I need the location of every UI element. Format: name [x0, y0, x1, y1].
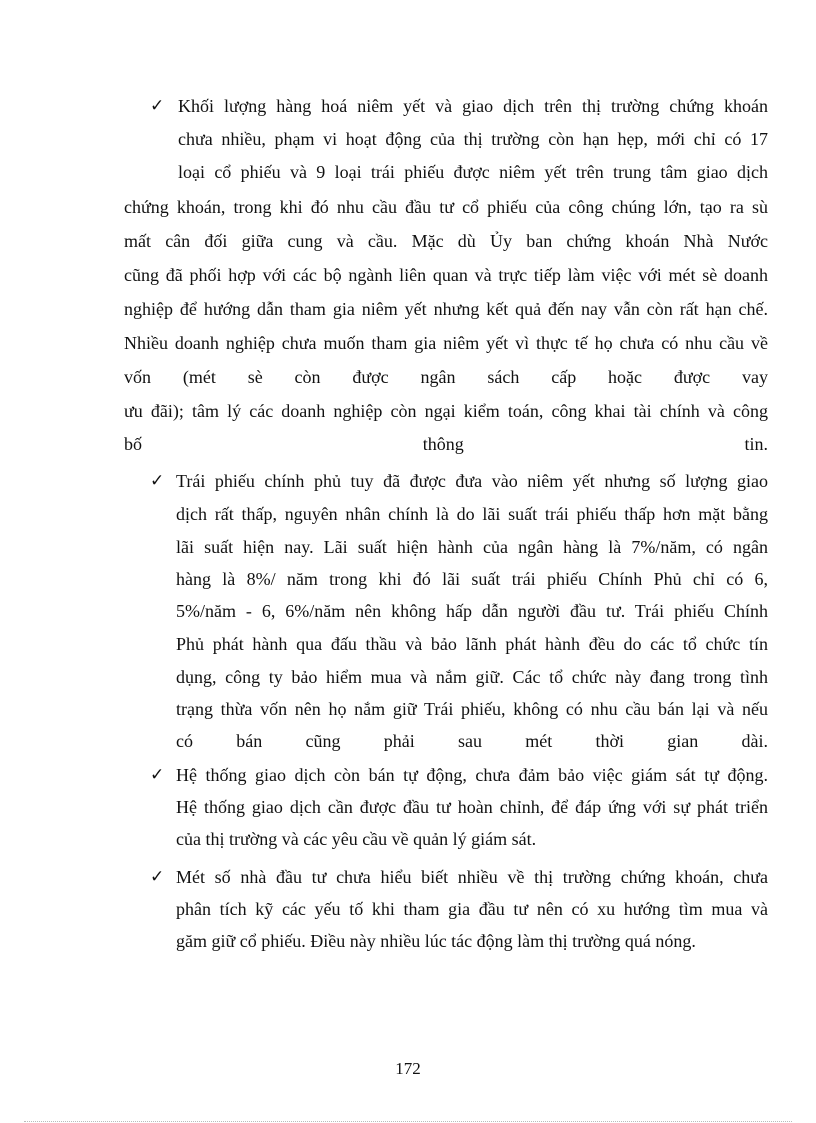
paragraph-line: Hệ thống giao dịch cần được đầu tư hoàn chỉnh, để đáp ứng với sự phát triển	[176, 797, 768, 817]
checkmark-icon: ✓	[150, 765, 165, 785]
page-number: 172	[395, 1059, 421, 1078]
paragraph-line: găm giữ cổ phiếu. Điều này nhiều lúc tác động làm thị trường quá nóng.	[176, 931, 696, 951]
paragraph-line: loại cổ phiếu và 9 loại trái phiếu được niêm yết trên trung tâm giao dịch	[178, 162, 768, 182]
paragraph-line: hàng là 8%/ năm trong khi đó lãi suất trái phiếu Chính Phủ chỉ có 6,	[176, 569, 768, 589]
paragraph-line: Mét số nhà đầu tư chưa hiểu biết nhiều về thị trường chứng khoán, chưa	[176, 867, 768, 887]
paragraph-line: chứng khoán, trong khi đó nhu cầu đầu tư cổ phiếu của công chúng lớn, tạo ra sù	[124, 197, 768, 217]
paragraph-line: có bán cũng phải sau mét thời gian dài.	[176, 731, 768, 751]
paragraph-line: dịch rất thấp, nguyên nhân chính là do lãi suất trái phiếu thấp hơn mặt bằng	[176, 504, 768, 524]
paragraph-line: 5%/năm - 6, 6%/năm nên không hấp dẫn người đầu tư. Trái phiếu Chính	[176, 601, 768, 621]
footer-divider	[24, 1121, 792, 1122]
paragraph-line: Trái phiếu chính phủ tuy đã được đưa vào niêm yết nhưng số lượng giao	[176, 471, 768, 491]
paragraph-line: trạng thừa vốn nên họ nắm giữ Trái phiếu, không có nhu cầu bán lại và nếu	[176, 699, 768, 719]
paragraph-line: phân tích kỹ các yếu tố khi tham gia đầu tư nên có xu hướng tìm mua và	[176, 899, 768, 919]
paragraph-line: Phủ phát hành qua đấu thầu và bảo lãnh phát hành đều do các tổ chức tín	[176, 634, 768, 654]
paragraph-line: nghiệp để hướng dẫn tham gia niêm yết nhưng kết quả đến nay vẫn còn rất hạn chế.	[124, 299, 768, 319]
paragraph-line: mất cân đối giữa cung và cầu. Mặc dù Ủy ban chứng khoán Nhà Nước	[124, 231, 768, 251]
paragraph-line: vốn (mét sè còn được ngân sách cấp hoặc được vay	[124, 367, 768, 387]
checkmark-icon: ✓	[150, 471, 165, 491]
paragraph-line: lãi suất hiện nay. Lãi suất hiện hành của ngân hàng là 7%/năm, có ngân	[176, 537, 768, 557]
paragraph-line: bố thông tin.	[124, 434, 768, 454]
paragraph-line: Hệ thống giao dịch còn bán tự động, chưa đảm bảo việc giám sát tự động.	[176, 765, 768, 785]
checkmark-icon: ✓	[150, 867, 165, 887]
paragraph-line: chưa nhiều, phạm vi hoạt động của thị trường còn hạn hẹp, mới chỉ có 17	[178, 129, 768, 149]
paragraph-line: Khối lượng hàng hoá niêm yết và giao dịch trên thị trường chứng khoán	[178, 96, 768, 116]
paragraph-line: ưu đãi); tâm lý các doanh nghiệp còn ngại kiểm toán, công khai tài chính và công	[124, 401, 768, 421]
paragraph-line: của thị trường và các yêu cầu về quản lý giám sát.	[176, 829, 537, 849]
paragraph-line: cũng đã phối hợp với các bộ ngành liên quan và trực tiếp làm việc với mét sè doanh	[124, 265, 768, 285]
paragraph-line: Nhiều doanh nghiệp chưa muốn tham gia niêm yết vì thực tế họ chưa có nhu cầu về	[124, 333, 768, 353]
checkmark-icon: ✓	[150, 96, 165, 116]
paragraph-line: dụng, công ty bảo hiểm mua và nắm giữ. Các tổ chức này đang trong tình	[176, 667, 768, 687]
